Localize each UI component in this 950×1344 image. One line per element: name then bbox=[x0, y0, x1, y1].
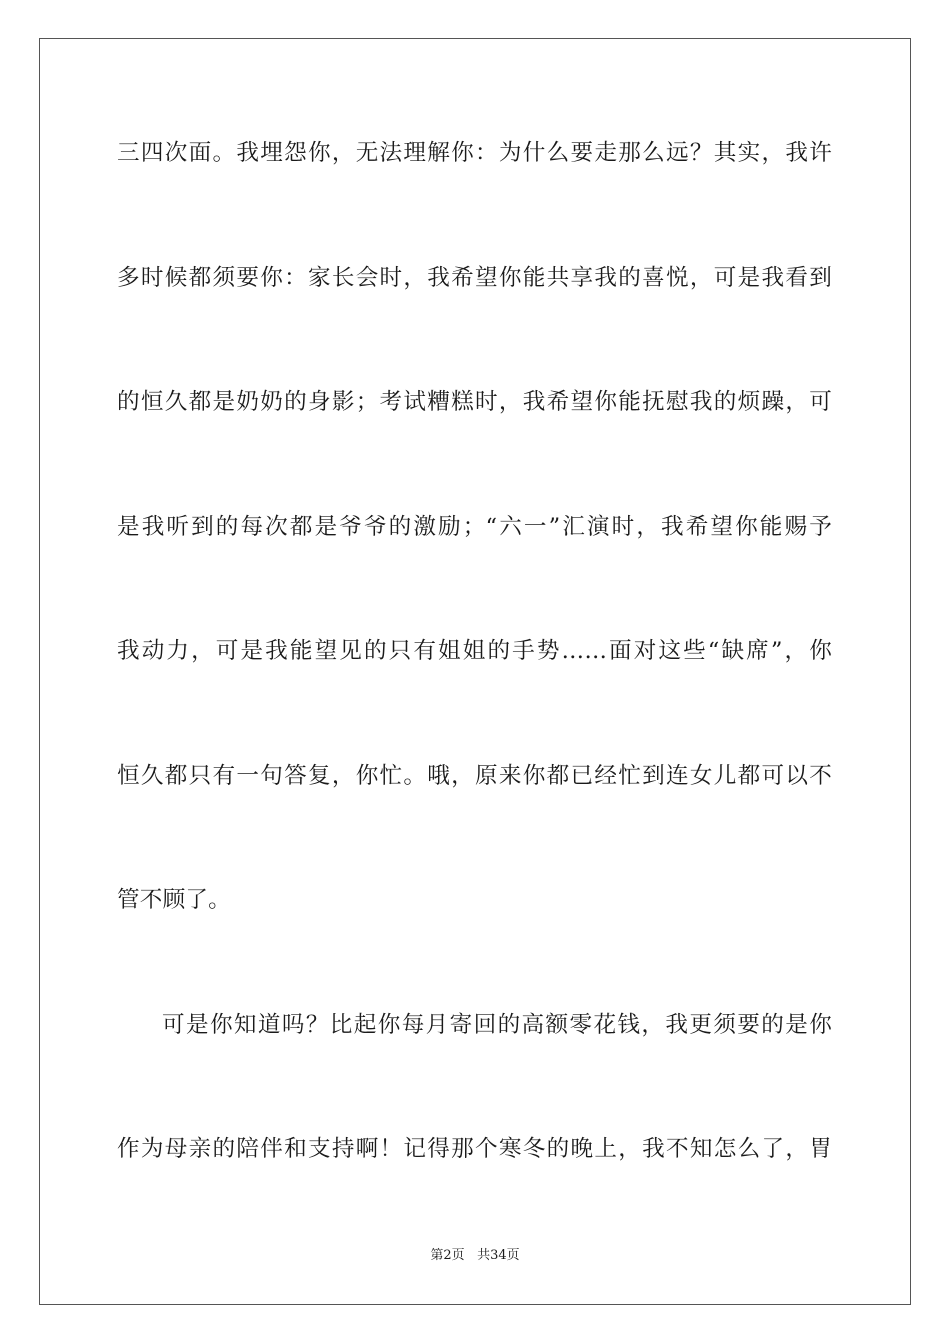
text-line: 多时候都须要你：家长会时，我希望你能共享我的喜悦，可是我看到 bbox=[117, 264, 832, 291]
text-line: 恒久都只有一句答复，你忙。哦，原来你都已经忙到连女儿都可以不 bbox=[117, 762, 832, 789]
document-body bbox=[117, 128, 832, 1249]
paragraph-first-line: 可是你知道吗？比起你每月寄回的高额零花钱，我更须要的是你 bbox=[162, 1011, 832, 1038]
page-footer bbox=[0, 1246, 950, 1266]
text-line: 作为母亲的陪伴和支持啊！记得那个寒冬的晚上，我不知怎么了，胃 bbox=[117, 1136, 832, 1162]
text-line: 的恒久都是奶奶的身影；考试糟糕时，我希望你能抚慰我的烦躁，可 bbox=[117, 389, 832, 415]
text-line: 三四次面。我埋怨你，无法理解你：为什么要走那么远？其实，我许 bbox=[117, 140, 832, 166]
page-total: 共34页 bbox=[477, 1248, 520, 1263]
text-line: 管不顾了。 bbox=[117, 887, 231, 913]
page-number: 第2页 bbox=[430, 1248, 465, 1263]
text-line: 是我听到的每次都是爷爷的激励；“六一”汇演时，我希望你能赐予 bbox=[117, 513, 832, 540]
text-line: 我动力，可是我能望见的只有姐姐的手势……面对这些“缺席”，你 bbox=[117, 638, 832, 664]
